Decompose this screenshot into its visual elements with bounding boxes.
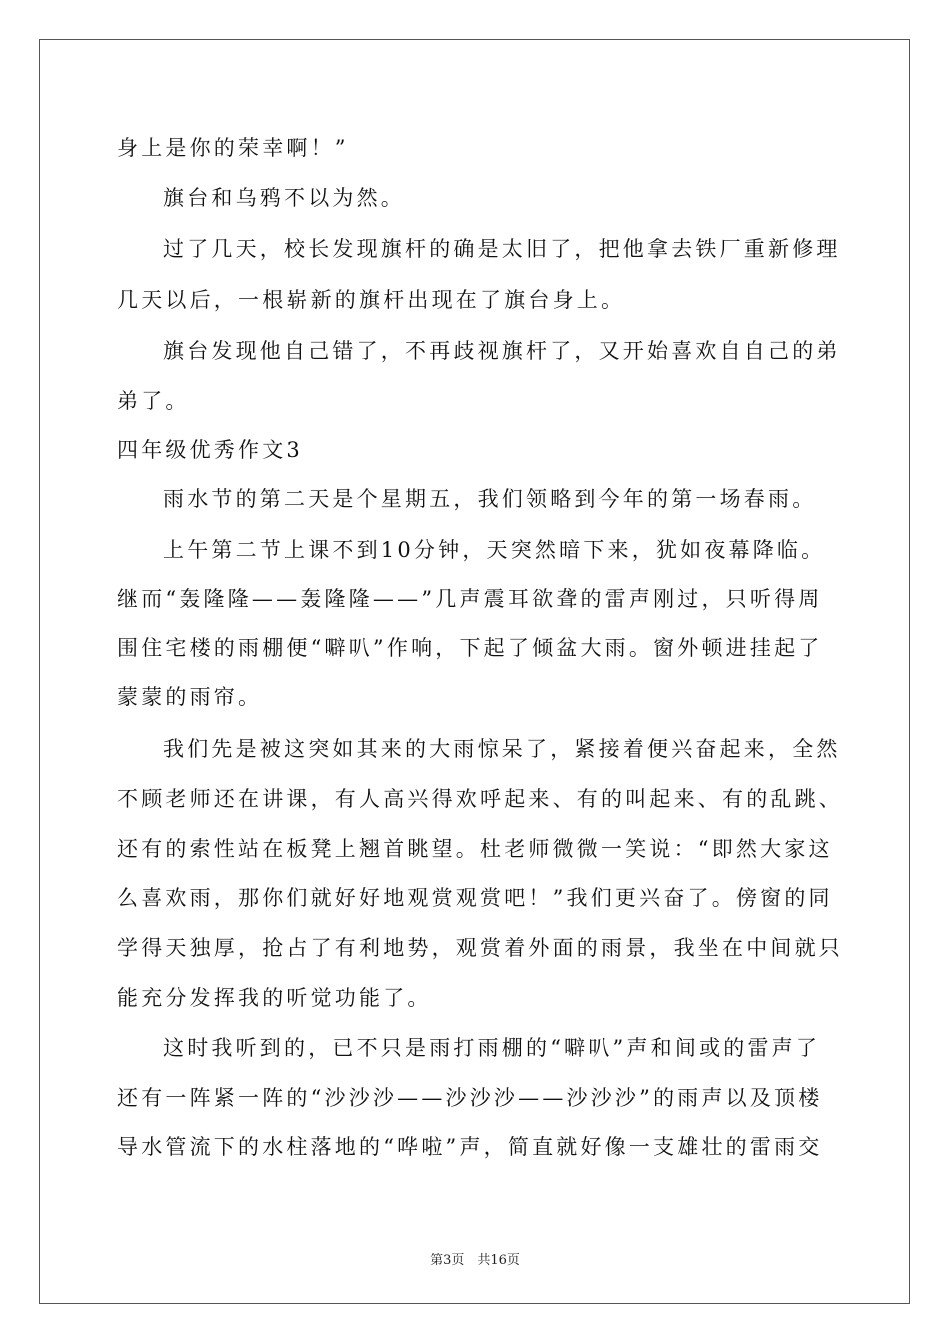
page-frame (39, 39, 910, 1304)
text-line: 继而“轰隆隆——轰隆隆——”几声震耳欲聋的雷声刚过，只听得周 (117, 587, 823, 611)
text-line: 围住宅楼的雨棚便“噼叭”作响，下起了倾盆大雨。窗外顿进挂起了 (117, 636, 823, 660)
text-line: 导水管流下的水柱落地的“哗啦”声，简直就好像一支雄壮的雷雨交 (117, 1135, 823, 1159)
text-line: 不顾老师还在讲课，有人高兴得欢呼起来、有的叫起来、有的乱跳、 (117, 787, 843, 811)
text-line: 这时我听到的，已不只是雨打雨棚的“噼叭”声和间或的雷声了 (163, 1036, 821, 1060)
text-line: 上午第二节上课不到10分钟，天突然暗下来，犹如夜幕降临。 (163, 538, 826, 562)
text-line: 身上是你的荣幸啊！” (117, 136, 349, 160)
text-line: 学得天独厚，抢占了有利地势，观赏着外面的雨景，我坐在中间就只 (117, 936, 843, 960)
text-line: 蒙蒙的雨帘。 (117, 685, 263, 709)
text-line: 旗台和乌鸦不以为然。 (163, 186, 405, 210)
text-line: 旗台发现他自己错了，不再歧视旗杆了，又开始喜欢自自己的弟 (163, 339, 841, 363)
text-line: 弟了。 (117, 389, 190, 413)
text-line: 还有一阵紧一阵的“沙沙沙——沙沙沙——沙沙沙”的雨声以及顶楼 (117, 1086, 823, 1110)
text-line: 几天以后，一根崭新的旗杆出现在了旗台身上。 (117, 288, 626, 312)
text-line: 我们先是被这突如其来的大雨惊呆了，紧接着便兴奋起来，全然 (163, 737, 841, 761)
text-line: 能充分发挥我的听觉功能了。 (117, 986, 432, 1010)
text-line: 过了几天，校长发现旗杆的确是太旧了，把他拿去铁厂重新修理 (163, 237, 841, 261)
text-line: 么喜欢雨，那你们就好好地观赏观赏吧！”我们更兴奋了。傍窗的同 (117, 886, 833, 910)
text-line: 雨水节的第二天是个星期五，我们领略到今年的第一场春雨。 (163, 487, 817, 511)
section-heading: 四年级优秀作文3 (117, 438, 303, 462)
text-line: 还有的索性站在板凳上翘首眺望。杜老师微微一笑说：“即然大家这 (117, 837, 833, 861)
page-footer: 第3页 共16页 (430, 1253, 520, 1268)
